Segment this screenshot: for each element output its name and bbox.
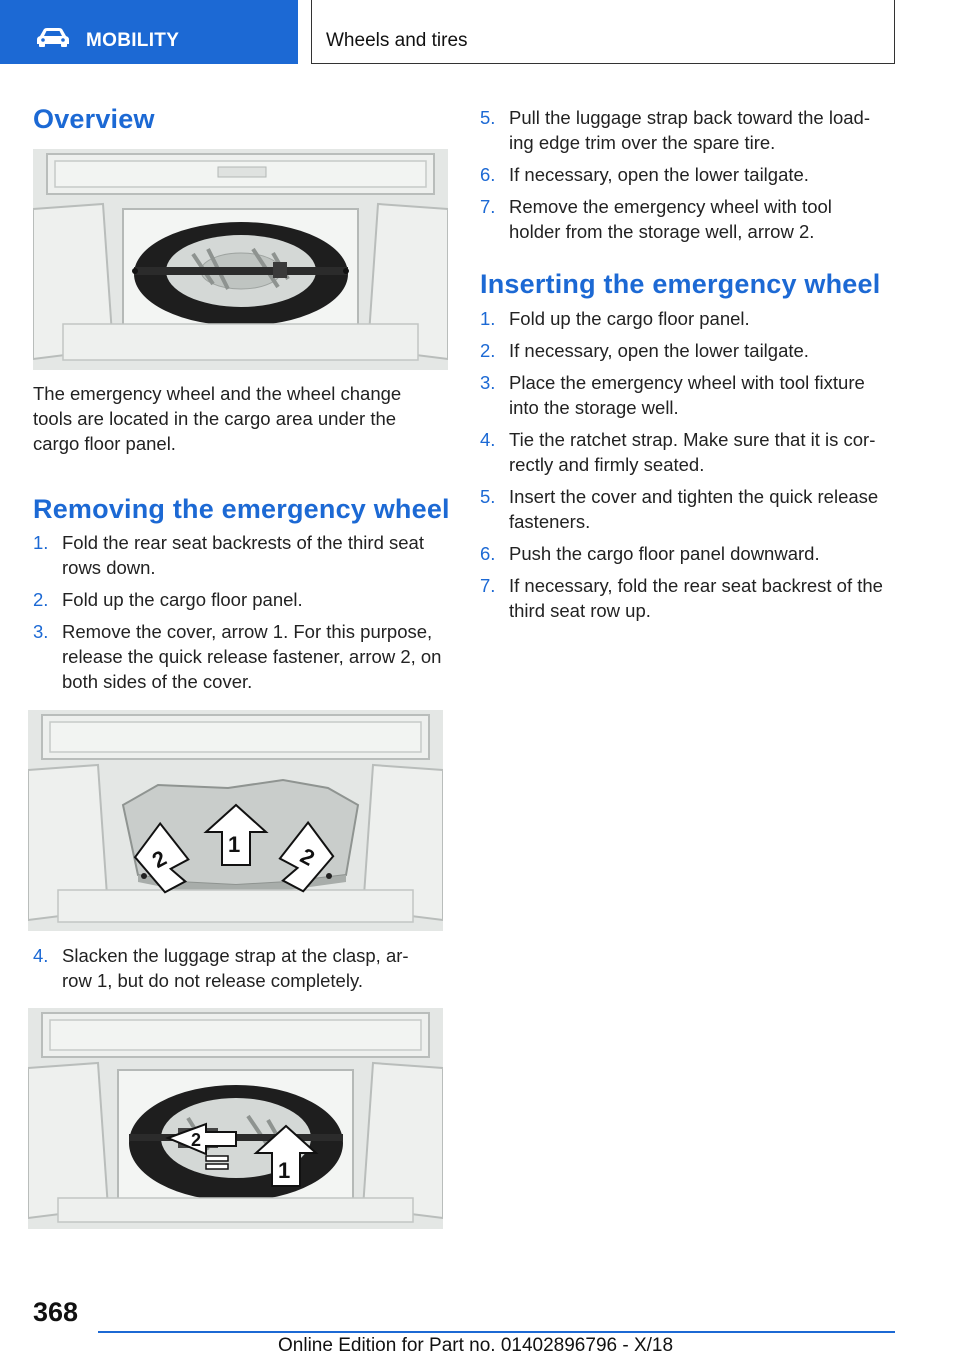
step-number: 7. [480,575,496,596]
figure-overview [33,149,448,370]
arrow-label: 1 [228,832,241,857]
step-number: 3. [33,621,49,642]
figure-remove-cover [28,710,443,931]
step-number: 1. [33,532,49,553]
heading-overview: Overview [33,104,155,134]
step-text: Slacken the luggage strap at the clasp, ar-row 1, but do not release completely. [62,945,409,991]
step-number: 4. [33,945,49,966]
arrow-label: 2 [148,845,171,874]
step-text: If necessary, open the lower tailgate. [509,340,809,361]
footer-divider [98,1331,895,1333]
step-number: 5. [480,486,496,507]
step-number: 6. [480,543,496,564]
section-tab-mobility[interactable] [0,0,298,64]
car-icon [36,27,70,47]
step-text: Remove the emergency wheel with tool holder from the storage well, arrow 2. [509,196,832,242]
step-text: Tie the ratchet strap. Make sure that it is cor-rectly and firmly seated. [509,429,876,475]
heading-removing: Removing the emergency wheel [33,494,450,524]
page-number: 368 [33,1297,79,1327]
arrow-label: 1 [278,1158,291,1183]
step-number: 4. [480,429,496,450]
step-number: 3. [480,372,496,393]
step-text: If necessary, open the lower tailgate. [509,164,809,185]
step-text: Fold the rear seat backrests of the third seat rows down. [62,532,424,578]
step-text: Fold up the cargo floor panel. [509,308,750,329]
footer-edition: Online Edition for Part no. 01402896796 - X/18 [278,1335,674,1356]
step-number: 5. [480,107,496,128]
step-text: Place the emergency wheel with tool fixture into the storage well. [509,372,865,418]
figure-luggage-strap [28,1008,443,1229]
step-text: Pull the luggage strap back toward the load-ing edge trim over the spare tire. [509,107,870,153]
chapter-tab-label: Wheels and tires [326,30,468,51]
heading-inserting: Inserting the emergency wheel [480,269,881,299]
step-text: Remove the cover, arrow 1. For this purpose, release the quick release fastener, arrow 2, on both sides of the cover. [62,621,442,692]
chapter-tab[interactable] [311,0,895,64]
overview-text: The emergency wheel and the wheel change tools are located in the cargo area under the cargo floor panel. [33,383,402,454]
step-text: If necessary, fold the rear seat backrest of the third seat row up. [509,575,883,621]
step-text: Push the cargo floor panel downward. [509,543,820,564]
step-number: 2. [33,589,49,610]
step-text: Insert the cover and tighten the quick release fasteners. [509,486,879,532]
step-number: 2. [480,340,496,361]
step-text: Fold up the cargo floor panel. [62,589,303,610]
arrow-label: 2 [191,1130,202,1150]
step-number: 1. [480,308,496,329]
step-number: 7. [480,196,496,217]
section-tab-label: MOBILITY [86,30,180,51]
step-number: 6. [480,164,496,185]
arrow-label: 2 [296,843,319,871]
